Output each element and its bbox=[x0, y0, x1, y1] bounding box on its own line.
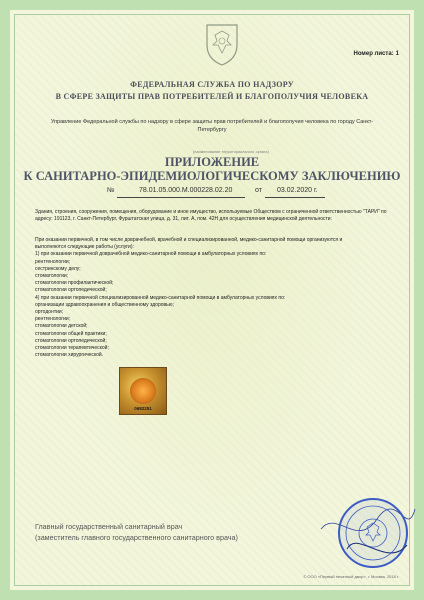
intro-paragraph: Здания, строения, сооружения, помещения, оборудование и иное имущество, используемые Обществом с ограниченной ответственностью "ТАРИ" по адресу: 191123, г. Санкт-Петербург, Фурштатская улица, д. 31, лит. А, пом. 42Н для осуществления медицинской деятельности: bbox=[35, 209, 387, 222]
title-line-2: К САНИТАРНО-ЭПИДЕМИОЛОГИЧЕСКОМУ ЗАКЛЮЧЕНИЮ bbox=[23, 169, 401, 183]
service-line: рентгенологии; bbox=[35, 258, 71, 265]
agency-header bbox=[15, 79, 409, 103]
agency-line-2: В СФЕРЕ ЗАЩИТЫ ПРАВ ПОТРЕБИТЕЛЕЙ И БЛАГОПОЛУЧИЯ ЧЕЛОВЕКА bbox=[55, 92, 369, 101]
service-line: 4) при оказании первичной специализированной медико-санитарной помощи в амбулаторных условиях по: bbox=[35, 294, 286, 301]
signer-title: Главный государственный санитарный врач bbox=[35, 522, 183, 531]
service-line: выполняются следующие работы (услуги): bbox=[35, 244, 134, 251]
official-stamp bbox=[317, 489, 417, 573]
date-label: от bbox=[255, 187, 262, 194]
sheet-number-value: 1 bbox=[395, 51, 399, 57]
service-line: 1) при оказании первичной доврачебной медико-санитарной помощи в амбулаторных условиях по: bbox=[35, 251, 267, 258]
printer-footer: © ООО «Первый печатный двор», г. Москва, 2018 г. bbox=[303, 574, 399, 579]
service-line: ортодонтии; bbox=[35, 309, 64, 316]
hologram-seal bbox=[130, 378, 156, 404]
department-caption: (наименование территориального органа) bbox=[193, 150, 270, 154]
service-line: стоматологии профилактической; bbox=[35, 280, 114, 287]
document-title bbox=[15, 155, 409, 183]
service-line: рентгенологии; bbox=[35, 316, 71, 323]
document-number: 78.01.05.000.М.000228.02.20 bbox=[139, 187, 233, 194]
service-line: стоматологии общей практики; bbox=[35, 330, 107, 337]
service-line: стоматологии детской; bbox=[35, 323, 88, 330]
sheet-number-label: Номер листа: bbox=[353, 51, 394, 57]
agency-line-1: ФЕДЕРАЛЬНАЯ СЛУЖБА ПО НАДЗОРУ bbox=[130, 80, 294, 89]
signer-block bbox=[35, 521, 238, 543]
service-line: стоматологии терапевтической; bbox=[35, 345, 109, 352]
services-list bbox=[35, 237, 395, 359]
date-underline bbox=[265, 197, 325, 198]
service-line: сестринскому делу; bbox=[35, 265, 81, 272]
document-number-line bbox=[107, 187, 347, 199]
hologram-sticker bbox=[119, 367, 167, 415]
service-line: стоматологии ортопедической; bbox=[35, 287, 107, 294]
service-line: стоматологии хирургической. bbox=[35, 352, 104, 359]
coat-of-arms-emblem bbox=[203, 21, 241, 67]
service-line: организации здравоохранения и общественному здоровью; bbox=[35, 301, 174, 308]
sheet-number bbox=[352, 51, 399, 57]
service-line: стоматологии ортопедической; bbox=[35, 337, 107, 344]
document-date: 03.02.2020 г. bbox=[277, 187, 318, 194]
service-line: При оказании первичной, в том числе доврачебной, врачебной и специализированной, медико-санитарной помощи организуются и bbox=[35, 237, 343, 243]
page-frame bbox=[14, 14, 410, 586]
title-line-1: ПРИЛОЖЕНИЕ bbox=[164, 155, 260, 169]
signer-subtitle: (заместитель главного государственного санитарного врача) bbox=[35, 533, 238, 542]
number-sign: № bbox=[107, 187, 115, 194]
service-line: стоматологии; bbox=[35, 273, 69, 280]
hologram-code: 0682251 bbox=[134, 406, 152, 411]
department-name: Управление Федеральной службы по надзору в сфере защиты прав потребителей и благополучия человека по городу Санкт-Петербургу bbox=[50, 119, 374, 133]
number-underline bbox=[117, 197, 245, 198]
